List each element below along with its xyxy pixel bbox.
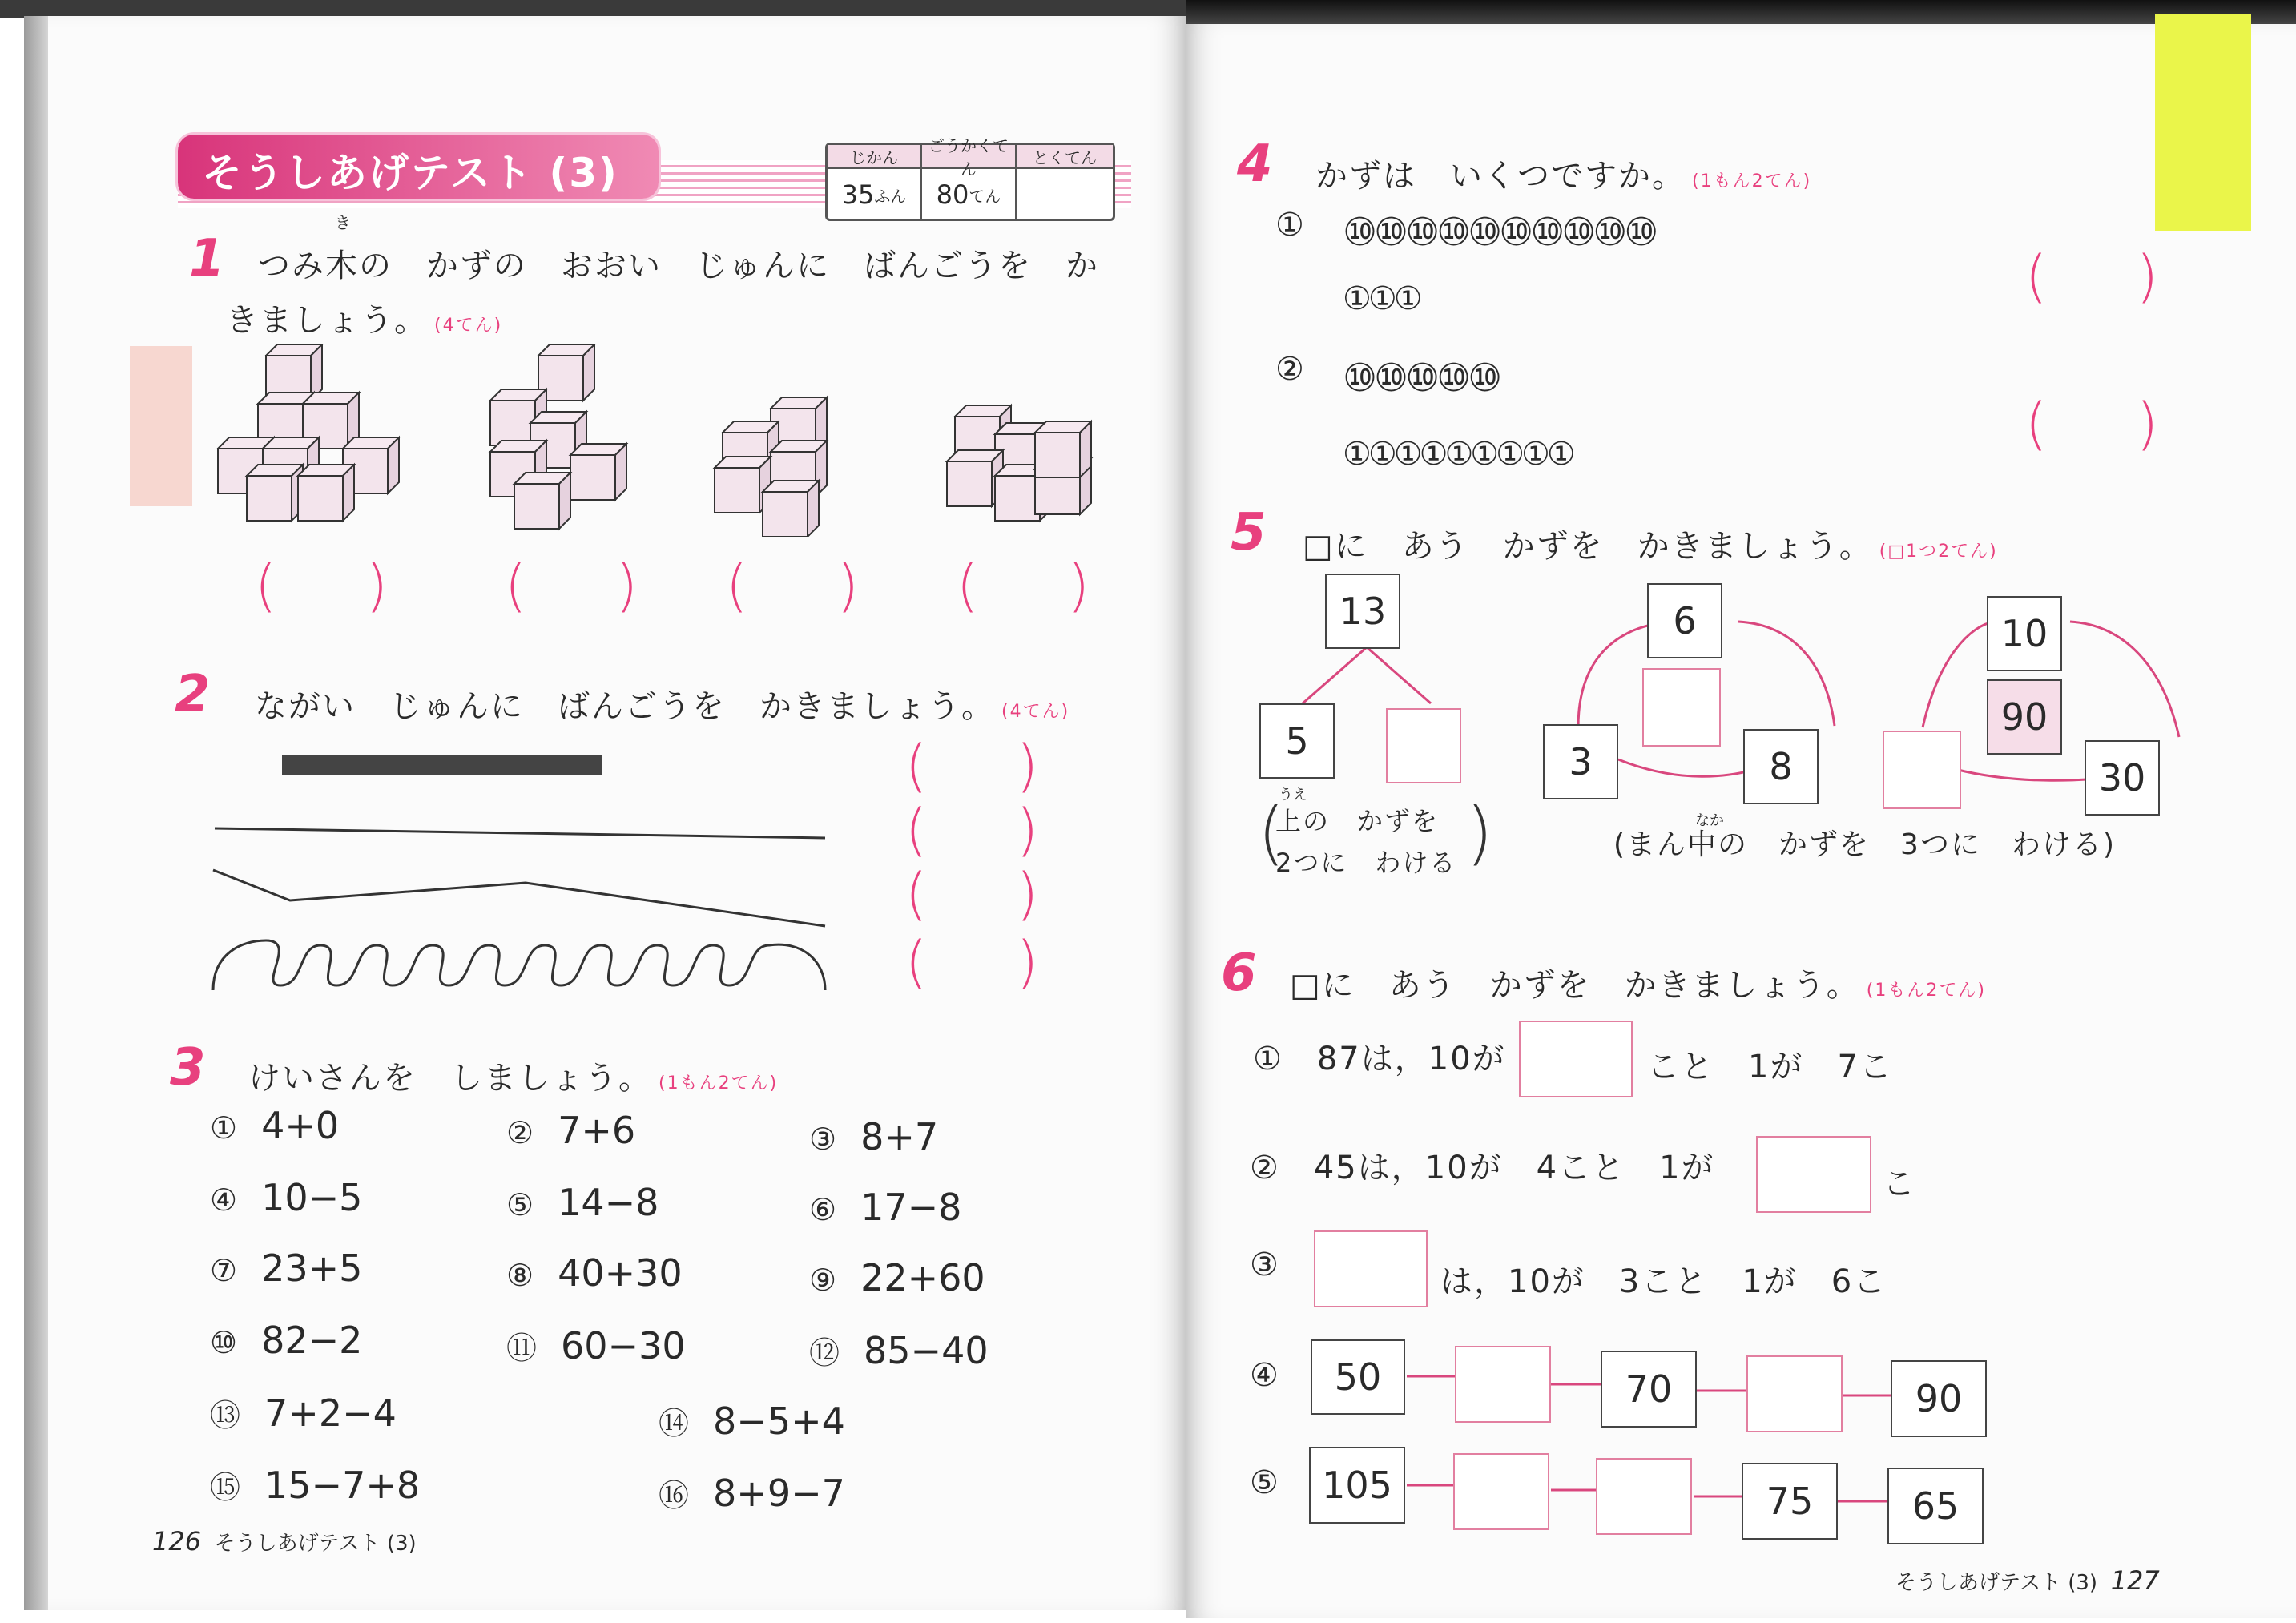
- calc-14: ⑭ 8−5+4: [659, 1399, 845, 1443]
- q5a-note-furigana: うえ: [1279, 787, 1307, 803]
- q5b-top: 6: [1647, 583, 1722, 658]
- block-figure-2: [490, 344, 626, 529]
- q1-text: つみ木の かずの おおい じゅんに ばんごうを か: [258, 248, 1099, 284]
- block-figure-1: [218, 344, 399, 521]
- q6-answer-3[interactable]: [1314, 1230, 1428, 1307]
- q6-mark-3: ③: [1250, 1246, 1280, 1283]
- thick-bar: [282, 755, 602, 775]
- q2-text: ながい じゅんに ばんごうを かきましょう。 (4てん): [255, 688, 1070, 725]
- calc-1: ① 4+0: [210, 1104, 340, 1147]
- q2-answer-4[interactable]: ( ): [905, 929, 1038, 995]
- q5c-right: 30: [2085, 740, 2160, 816]
- q2-answer-3[interactable]: ( ): [905, 861, 1038, 927]
- q4-mark-2: ②: [1275, 351, 1306, 388]
- q1-answer-2[interactable]: ( ): [505, 553, 638, 618]
- q5c-top: 10: [1987, 596, 2062, 671]
- q2-answer-1[interactable]: ( ): [905, 733, 1038, 799]
- q4-mark-1: ①: [1275, 207, 1306, 244]
- q1-number: 1: [189, 229, 225, 288]
- q4-ones-row-2: ①①①①①①①①①: [1343, 436, 1573, 473]
- q4-tens-row-2: ⑩⑩⑩⑩⑩: [1343, 356, 1500, 401]
- score-blank[interactable]: [1017, 169, 1113, 220]
- calc-8: ⑧ 40+30: [506, 1251, 683, 1295]
- scan-border-top: [0, 0, 1186, 18]
- q6-text: □に あう かずを かきましょう。 (1もん2てん): [1290, 967, 1986, 1004]
- q5a-answer[interactable]: [1386, 708, 1461, 783]
- score-pass: 80 てん: [922, 169, 1017, 220]
- q6-sequence-connectors: [1314, 1330, 2163, 1570]
- q6-answer-2[interactable]: [1756, 1136, 1871, 1213]
- q2-number: 2: [175, 665, 211, 724]
- seq5-2[interactable]: [1453, 1453, 1549, 1530]
- q6-answer-1[interactable]: [1519, 1021, 1633, 1097]
- q5b-note: (まん中の かずを 3つに わける): [1613, 828, 2116, 861]
- calc-2: ② 7+6: [506, 1109, 636, 1152]
- q6-mark-5: ⑤: [1250, 1464, 1280, 1501]
- q6-line-2-a: ② 45は，10が 4こと 1が: [1250, 1150, 1715, 1186]
- q5-number: 5: [1231, 503, 1267, 562]
- q5b-right: 8: [1743, 729, 1819, 804]
- q6-line-1-a: ① 87は，10が: [1253, 1041, 1506, 1077]
- q4-tens-row-1: ⑩⑩⑩⑩⑩⑩⑩⑩⑩⑩: [1343, 210, 1656, 255]
- bent-line: [213, 870, 825, 926]
- pink-sticky-tab: [130, 346, 192, 506]
- calc-3: ③ 8+7: [809, 1115, 939, 1158]
- q6-line-2-b: こ: [1883, 1166, 1916, 1202]
- calc-13: ⑬ 7+2−4: [210, 1391, 397, 1435]
- seq4-3: 70: [1601, 1351, 1697, 1428]
- q5c-answer[interactable]: [1883, 731, 1961, 809]
- q1-answer-1[interactable]: ( ): [255, 553, 388, 618]
- q4-ones-row-1: ①①①: [1343, 280, 1420, 317]
- q6-mark-4: ④: [1250, 1357, 1280, 1394]
- seq4-1: 50: [1311, 1339, 1405, 1415]
- q4-text: かずは いくつですか。 (1もん2てん): [1315, 158, 1812, 195]
- straight-line: [215, 828, 825, 838]
- score-table: [825, 136, 1115, 221]
- score-header-pass: ごうかくてん: [922, 145, 1017, 169]
- q5a-left: 5: [1259, 703, 1335, 779]
- q6-line-1-b: こと 1が 7こ: [1647, 1049, 1893, 1085]
- seq4-5: 90: [1891, 1360, 1987, 1437]
- q1-furigana: き: [335, 213, 351, 232]
- q5a-note-paren-r: ): [1466, 793, 1493, 873]
- left-footer: 126 そうしあげテスト (3): [152, 1526, 417, 1557]
- looped-line: [213, 940, 825, 990]
- block-figure-3: [715, 397, 827, 537]
- q4-answer-2[interactable]: ( ): [2025, 391, 2158, 457]
- q1-text-2: きましょう。 (4てん): [226, 302, 503, 339]
- q6-number: 6: [1221, 944, 1257, 1003]
- q5a-note-1: 上の かずを: [1275, 806, 1440, 836]
- q5a-top: 13: [1325, 574, 1400, 649]
- q4-answer-1[interactable]: ( ): [2025, 244, 2158, 309]
- test-title-banner: [178, 135, 659, 199]
- calc-10: ⑩ 82−2: [210, 1319, 363, 1362]
- calc-15: ⑮ 15−7+8: [210, 1464, 421, 1507]
- q5b-note-furigana: なか: [1695, 812, 1724, 829]
- seq5-4: 75: [1742, 1463, 1838, 1540]
- q5b-answer[interactable]: [1642, 668, 1721, 747]
- calc-9: ⑨ 22+60: [809, 1256, 985, 1299]
- q1-answer-3[interactable]: ( ): [726, 553, 859, 618]
- q2-answer-2[interactable]: ( ): [905, 797, 1038, 863]
- calc-6: ⑥ 17−8: [809, 1186, 962, 1229]
- block-figures: [210, 344, 1115, 537]
- calc-12: ⑫ 85−40: [809, 1329, 989, 1372]
- sticky-tab: [2155, 14, 2251, 231]
- q1-answer-4[interactable]: ( ): [957, 553, 1090, 618]
- q5-text: □に あう かずを かきましょう。 (□1つ2てん): [1303, 528, 1998, 565]
- q3-number: 3: [170, 1038, 206, 1097]
- block-figure-4: [947, 405, 1091, 521]
- calc-7: ⑦ 23+5: [210, 1246, 363, 1290]
- q6-line-3-b: は，10が 3こと 1が 6こ: [1440, 1263, 1887, 1300]
- q5c-mid: 90: [1987, 679, 2062, 755]
- calc-4: ④ 10−5: [210, 1176, 363, 1219]
- score-header-score: とくてん: [1017, 145, 1113, 169]
- q5a-note-2: 2つに わける: [1275, 848, 1457, 878]
- calc-5: ⑤ 14−8: [506, 1181, 659, 1224]
- scan-border-top-right: [1186, 0, 2296, 24]
- calc-16: ⑯ 8+9−7: [659, 1472, 845, 1515]
- seq4-4[interactable]: [1746, 1355, 1843, 1432]
- line-figures: [210, 745, 851, 1001]
- calc-11: ⑪ 60−30: [506, 1324, 686, 1367]
- q5a-note-paren-l: (: [1258, 793, 1285, 873]
- seq5-1: 105: [1309, 1447, 1405, 1524]
- q5b-left: 3: [1543, 724, 1618, 799]
- score-header-time: じかん: [828, 145, 922, 169]
- q3-text: けいさんを しましょう。 (1もん2てん): [248, 1060, 779, 1097]
- score-time: 35 ふん: [828, 169, 922, 220]
- q4-number: 4: [1237, 135, 1273, 194]
- seq4-2[interactable]: [1455, 1346, 1551, 1423]
- seq5-5: 65: [1887, 1468, 1984, 1544]
- test-title: そうしあげテスト (3): [202, 150, 618, 196]
- right-footer: そうしあげテスト (3) 127: [1895, 1565, 2160, 1596]
- seq5-3[interactable]: [1596, 1458, 1692, 1535]
